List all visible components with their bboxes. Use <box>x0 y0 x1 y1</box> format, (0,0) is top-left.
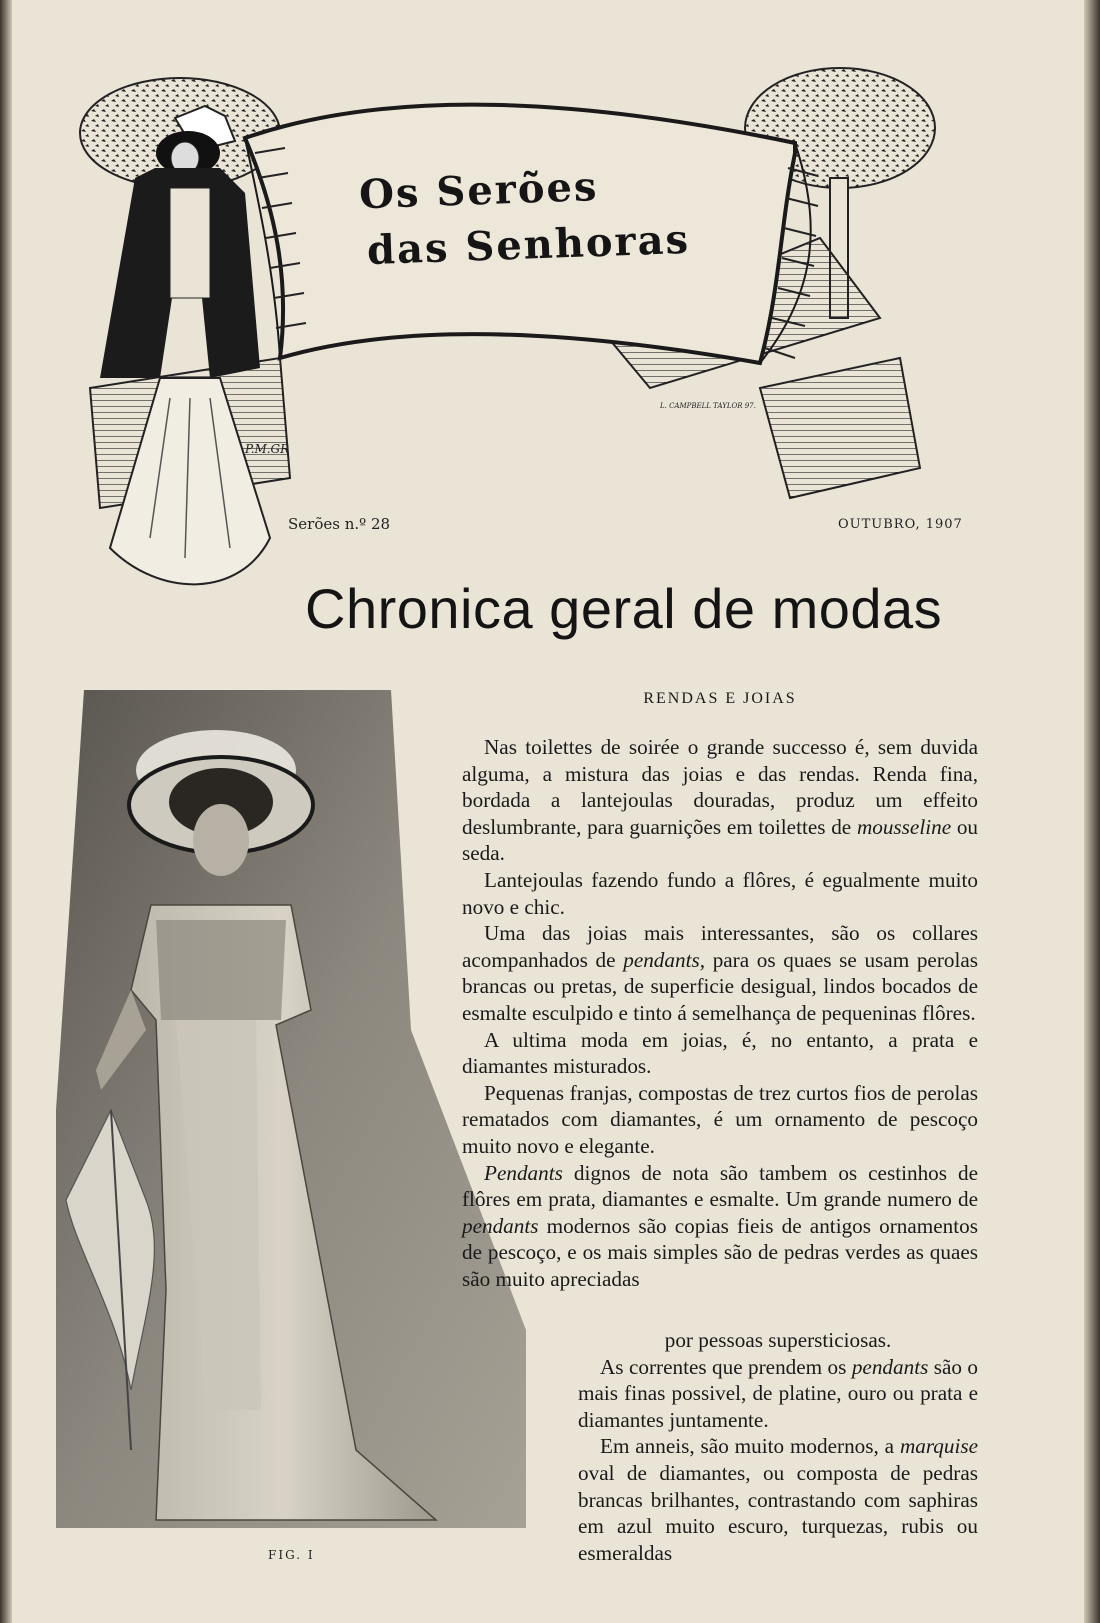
emphasis: pendants, <box>623 947 706 972</box>
figure-caption: FIG. I <box>268 1548 315 1562</box>
page-headline: Chronica geral de modas <box>305 577 943 640</box>
masthead <box>60 58 980 618</box>
article-column <box>462 688 978 1292</box>
emphasis: pendants <box>851 1354 929 1379</box>
emphasis: Pendants <box>484 1160 563 1185</box>
masthead-title <box>358 153 782 280</box>
masthead-title-line2: das Senhoras <box>366 215 691 275</box>
article-paragraph: Em anneis, são muito modernos, a marquise oval de diamantes, ou composta de pedras brancas brilhantes, contrastando com saphiras em azul muito escuro, turquezas, rubis ou esmeraldas <box>578 1434 979 1565</box>
masthead-illustration <box>60 58 980 618</box>
page-edge-left <box>0 0 12 1623</box>
page-edge-right <box>1084 0 1100 1623</box>
masthead-title-line1: Os Serões <box>358 163 600 219</box>
article-paragraph: Nas toilettes de soirée o grande successo é, sem duvida alguma, a mistura das joias e das rendas. Renda fina, bordada a lantejoulas douradas, produz um effeito deslumbrante, para guarnições em toilettes de mousseline ou seda. <box>462 735 978 866</box>
article-paragraph: Lantejoulas fazendo fundo a flôres, é egualmente muito novo e chic. <box>462 867 978 919</box>
article-column-narrow <box>578 1327 978 1566</box>
emphasis: marquise <box>899 1434 979 1459</box>
emphasis: mousseline <box>856 814 952 839</box>
article-paragraph: Pendants dignos de nota são tambem os cestinhos de flôres em prata, diamantes e esmalte. Um grande numero de pendants modernos são copias fieis de antigos ornamentos de pescoço, e os mais simples são de pedras verdes as quaes são muito apreciadas <box>462 1160 979 1291</box>
article-paragraph: Uma das joias mais interessantes, são os collares acompanhados de pendants, para os quaes se usam perolas brancas ou pretas, de superficie desigual, lindos bocados de esmalte esculpido e tinto á semelhança de pequeninas flôres. <box>462 921 979 1025</box>
issue-number: Serões n.º 28 <box>288 515 391 533</box>
issue-date: OUTUBRO, 1907 <box>838 517 963 532</box>
article-paragraph-continued: por pessoas supersticiosas. <box>664 1328 892 1352</box>
article-paragraph: Pequenas franjas, compostas de trez curtos fios de perolas rematados com diamantes, é um ornamento de pescoço muito novo e elegante. <box>462 1080 978 1158</box>
section-title: RENDAS E JOIAS <box>643 690 797 707</box>
signature-left: P.M.GR <box>245 442 290 456</box>
article-paragraph: As correntes que prendem os pendants são o mais finas possivel, de platine, ouro ou prata e diamantes juntamente. <box>578 1354 979 1432</box>
signature-right: L. CAMPBELL TAYLOR 97. <box>660 402 756 410</box>
emphasis: pendants <box>462 1213 539 1238</box>
article-paragraph: A ultima moda em joias, é, no entanto, a prata e diamantes misturados. <box>462 1027 978 1079</box>
